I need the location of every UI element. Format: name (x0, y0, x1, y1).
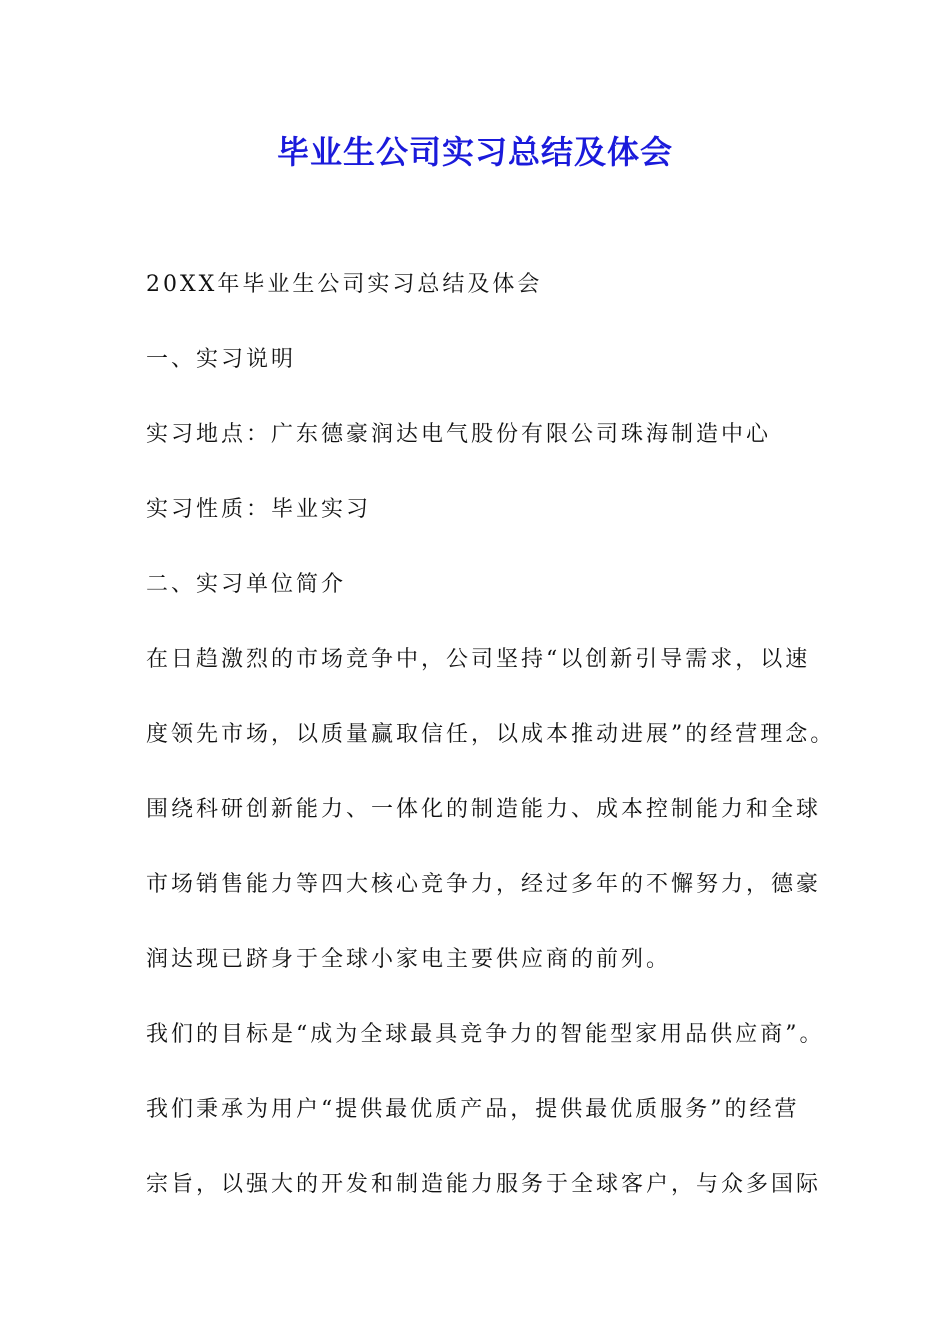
paragraph-line-subtitle: 20XX年毕业生公司实习总结及体会 (146, 272, 543, 297)
paragraph-line: 我们秉承为用户“提供最优质产品，提供最优质服务”的经营 (146, 1097, 800, 1122)
paragraph-line: 润达现已跻身于全球小家电主要供应商的前列。 (146, 947, 672, 972)
section-heading-internship-description: 一、实习说明 (146, 347, 297, 372)
paragraph-line: 市场销售能力等四大核心竞争力，经过多年的不懈努力，德豪 (146, 872, 822, 897)
paragraph-line: 围绕科研创新能力、一体化的制造能力、成本控制能力和全球 (146, 797, 822, 822)
paragraph-line-location: 实习地点：广东德豪润达电气股份有限公司珠海制造中心 (146, 422, 772, 447)
paragraph-line: 我们的目标是“成为全球最具竞争力的智能型家用品供应商”。 (146, 1022, 825, 1047)
document-body (146, 262, 836, 1237)
paragraph-line: 在日趋激烈的市场竞争中，公司坚持“以创新引导需求，以速 (146, 647, 811, 672)
paragraph-line-nature: 实习性质：毕业实习 (146, 497, 372, 522)
section-heading-company-intro: 二、实习单位简介 (146, 572, 347, 597)
document-title: 毕业生公司实习总结及体会 (276, 133, 673, 171)
paragraph-line: 宗旨，以强大的开发和制造能力服务于全球客户，与众多国际 (146, 1172, 822, 1197)
paragraph-line: 度领先市场，以质量赢取信任，以成本推动进展”的经营理念。 (146, 722, 836, 747)
